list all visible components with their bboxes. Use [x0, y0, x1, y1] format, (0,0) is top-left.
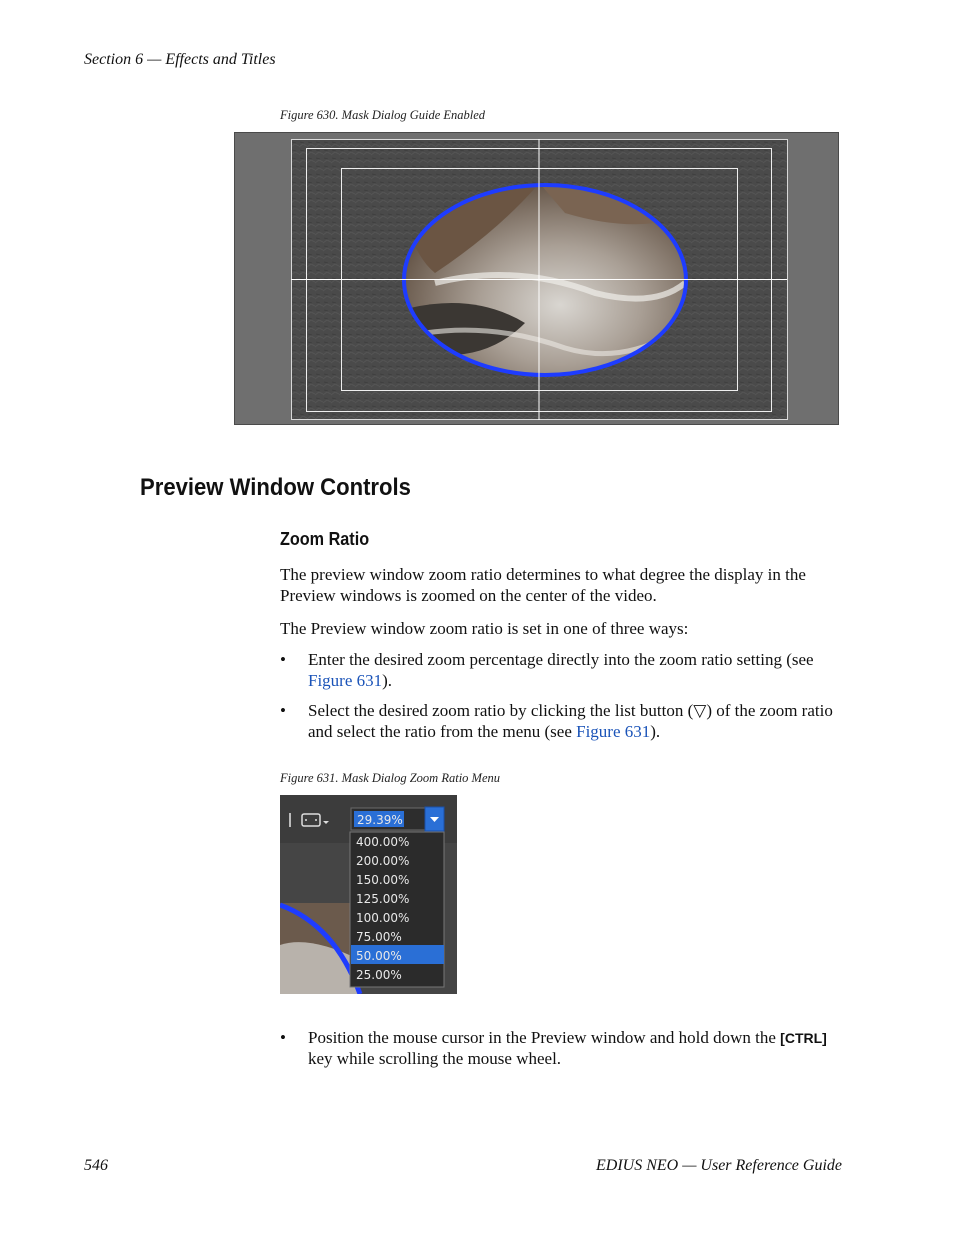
figure-630-caption: Figure 630. Mask Dialog Guide Enabled [280, 108, 486, 122]
guide-title: EDIUS NEO — User Reference Guide [595, 1157, 842, 1174]
figure-631-zoom-menu [280, 795, 457, 994]
background-preview [280, 903, 360, 994]
bullet-marker: • [280, 650, 286, 669]
subsection-title: Zoom Ratio [280, 529, 370, 549]
bullet-text: Enter the desired zoom percentage directly into the zoom ratio setting (see Figure 631). [308, 650, 814, 690]
paragraph-zoom-description: The preview window zoom ratio determines to what degree the display in the Preview windows is zoomed on the center of the video. [280, 565, 806, 605]
paragraph-zoom-methods: The Preview window zoom ratio is set in one of three ways: [280, 619, 689, 638]
list-button[interactable] [425, 807, 444, 831]
figure-631-link[interactable]: Figure 631 [308, 670, 383, 690]
section-title: Preview Window Controls [140, 474, 411, 501]
figure-631-link[interactable]: Figure 631 [576, 721, 651, 741]
figure-631-caption: Figure 631. Mask Dialog Zoom Ratio Menu [280, 771, 501, 785]
zoom-ratio-value: 29.39% [357, 813, 403, 827]
mask-preview-image [235, 133, 839, 425]
bullet-marker: • [280, 1028, 286, 1047]
bullet-marker: • [280, 701, 286, 720]
zoom-option-75-00pct[interactable]: 75.00% [356, 930, 402, 944]
zoom-menu-screenshot [280, 795, 457, 994]
zoom-option-125-00pct[interactable]: 125.00% [356, 892, 410, 906]
zoom-ratio-combobox[interactable] [351, 807, 444, 831]
zoom-option-25-00pct[interactable]: 25.00% [356, 968, 402, 982]
bullet-text: Position the mouse cursor in the Preview window and hold down the [CTRL] key while scrolling the mouse wheel. [308, 1028, 827, 1068]
ctrl-key-label: [CTRL] [780, 1030, 827, 1046]
zoom-option-150-00pct[interactable]: 150.00% [356, 873, 410, 887]
zoom-option-100-00pct[interactable]: 100.00% [356, 911, 410, 925]
bullet-text: Select the desired zoom ratio by clicking the list button (▽) of the zoom ratio and select the ratio from the menu (see Figure 631). [308, 701, 833, 741]
zoom-option-50-00pct[interactable]: 50.00% [356, 949, 402, 963]
figure-630-mask-guide [234, 132, 839, 425]
zoom-option-200-00pct[interactable]: 200.00% [356, 854, 410, 868]
running-header: Section 6 — Effects and Titles [84, 51, 276, 68]
zoom-option-400-00pct[interactable]: 400.00% [356, 835, 410, 849]
page-number: 546 [84, 1157, 108, 1174]
